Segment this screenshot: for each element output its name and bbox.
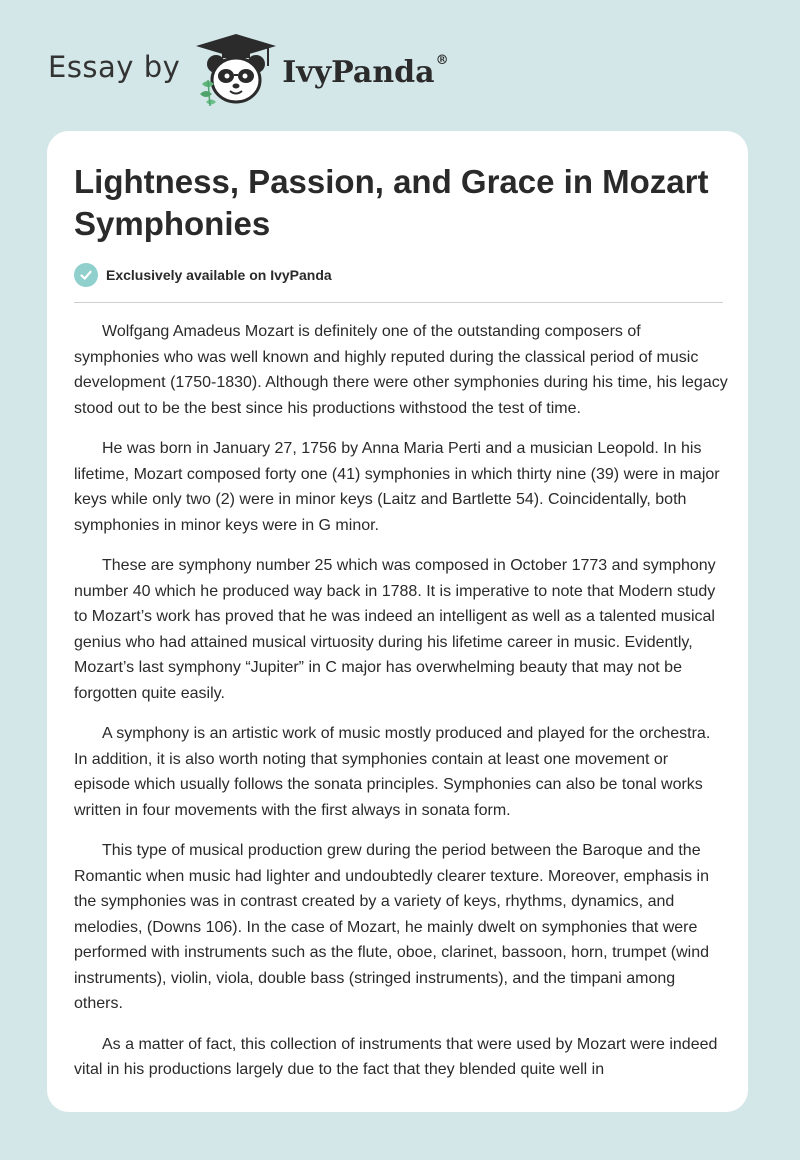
brand-text: IvyPanda xyxy=(282,54,435,90)
exclusive-badge-text: Exclusively available on IvyPanda xyxy=(106,267,332,283)
essay-title: Lightness, Passion, and Grace in Mozart Symphonies xyxy=(74,163,709,242)
registered-mark: ® xyxy=(435,52,449,68)
panda-logo-icon[interactable] xyxy=(194,32,278,108)
paragraph-4: A symphony is an artistic work of music mostly produced and played for the orchestra. In addition, it is also worth noting that symphonies contain at least one movement or episode which usually follows the sonata principles. Symphonies can also be tonal works written in four movements with the first always in sonata form. xyxy=(74,725,711,819)
site-header xyxy=(48,30,449,110)
check-icon xyxy=(74,263,98,287)
paragraph-1: Wolfgang Amadeus Mozart is definitely one of the outstanding composers of symphonies who was well known and highly reputed during the classical period of music development (1750-1830). Although there were other symphonies during his time, his legacy stood out to be the best since his productions withstood the test of time. xyxy=(74,323,728,417)
paragraph-5: This type of musical production grew during the period between the Baroque and the Romantic when music had lighter and undoubtedly clearer texture. Moreover, emphasis in the symphonies was in contrast created by a variety of keys, rhythms, dynamics, and melodies, (Downs 106). In the case of Mozart, he mainly dwelt on symphonies that were performed with instruments such as the flute, oboe, clarinet, bassoon, horn, trumpet (wind instruments), violin, viola, double bass (stringed instruments), and the timpani among others. xyxy=(74,842,709,1012)
brand-name[interactable] xyxy=(282,52,449,90)
paragraph-2: He was born in January 27, 1756 by Anna Maria Perti and a musician Leopold. In his lifetime, Mozart composed forty one (41) symphonies in which thirty nine (39) were in major keys while only two (2) were in minor keys (Laitz and Bartlette 54). Coincidentally, both symphonies in minor keys were in G minor. xyxy=(74,440,720,534)
exclusive-badge xyxy=(74,263,332,287)
paragraph-3: These are symphony number 25 which was composed in October 1773 and symphony number 40 which he produced way back in 1788. It is imperative to note that Modern study to Mozart’s work has proved that he was indeed an intelligent as well as a talented musical genius who had attained musical virtuosity during his lifetime career in music. Evidently, Mozart’s last symphony “Jupiter” in C major has overwhelming beauty that may not be forgotten quite easily. xyxy=(74,557,716,702)
title-divider xyxy=(74,302,723,303)
essay-card xyxy=(47,131,748,1112)
paragraph-6: As a matter of fact, this collection of instruments that were used by Mozart were indeed vital in his productions largely due to the fact that they blended quite well in xyxy=(74,1035,718,1078)
essay-by-label: Essay by xyxy=(48,50,181,84)
essay-body xyxy=(74,319,728,1098)
